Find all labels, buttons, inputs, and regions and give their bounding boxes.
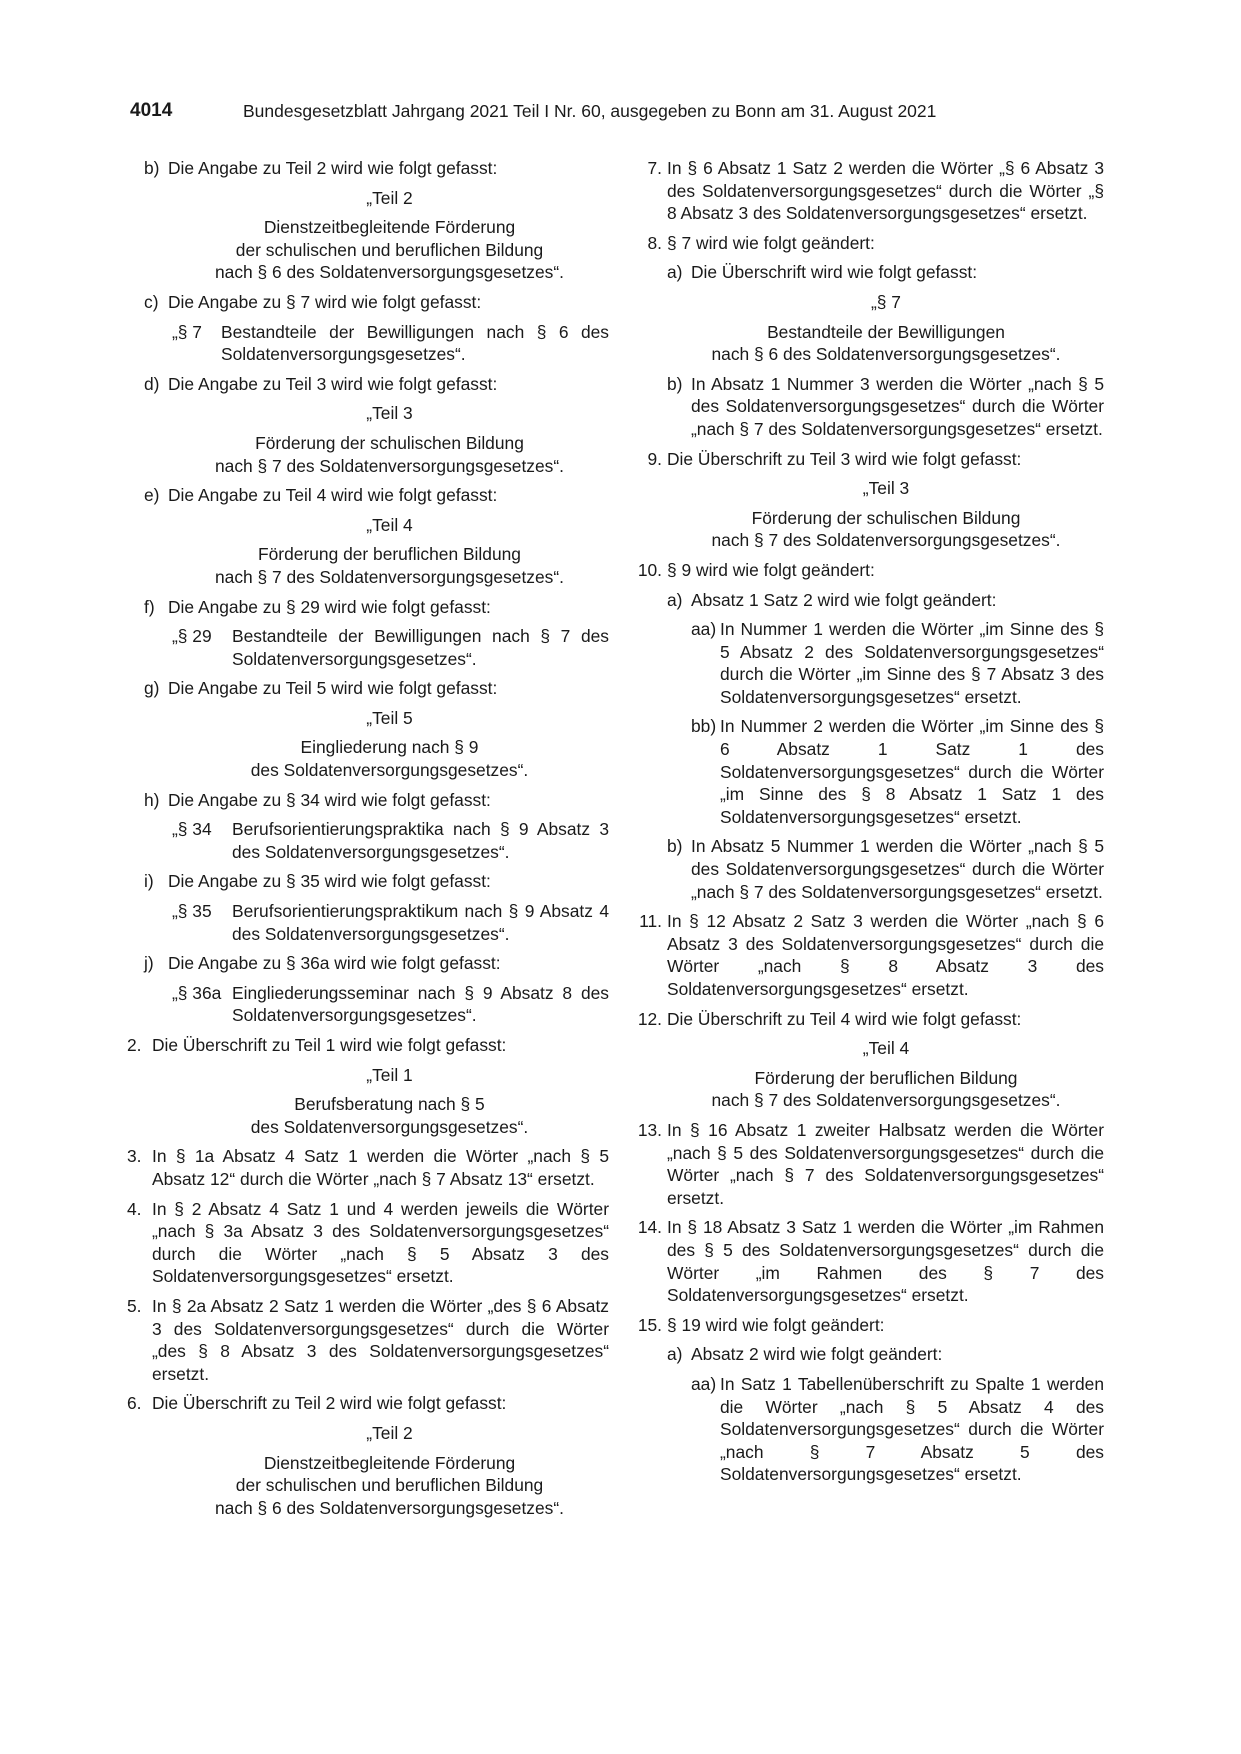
heading-line: des Soldatenversorgungsgesetzes“. bbox=[250, 1116, 529, 1137]
item-text: Die Überschrift zu Teil 3 wird wie folgt gefasst: bbox=[667, 448, 1022, 469]
item-label: j) bbox=[144, 953, 154, 974]
heading-block bbox=[140, 1064, 609, 1087]
toc-section-title: Bestandteile der Bewilligungen nach § 6 des Soldatenversorgungsgesetzes“. bbox=[221, 321, 609, 365]
left-column bbox=[127, 157, 609, 1519]
item-10a bbox=[634, 589, 1104, 612]
item-10b bbox=[634, 835, 1104, 903]
page-number: 4014 bbox=[130, 100, 173, 121]
toc-entry bbox=[140, 818, 609, 863]
item-text: Die Angabe zu Teil 3 wird wie folgt gefasst: bbox=[168, 373, 498, 394]
item-10a-aa bbox=[634, 618, 1104, 708]
item-label: d) bbox=[144, 373, 160, 394]
heading-line: Förderung der schulischen Bildung bbox=[255, 432, 524, 453]
heading-line: „Teil 2 bbox=[366, 1422, 413, 1443]
heading-line: nach § 6 des Soldatenversorgungsgesetzes“. bbox=[214, 262, 564, 283]
heading-line: „Teil 4 bbox=[366, 514, 413, 535]
item-label: b) bbox=[144, 158, 160, 178]
heading-line: „Teil 1 bbox=[366, 1064, 413, 1085]
heading-block bbox=[634, 507, 1104, 552]
item-text: In § 2 Absatz 4 Satz 1 und 4 werden jeweils die Wörter „nach § 3a Absatz 3 des Soldatenversorgungsgesetzes“ durch die Wörter „nach § 5 Absatz 3 des Soldatenversorgungsgesetzes“ ersetzt. bbox=[152, 1198, 609, 1287]
heading-block bbox=[634, 291, 1104, 314]
item-label: a) bbox=[667, 589, 683, 610]
item-text: Die Angabe zu Teil 4 wird wie folgt gefasst: bbox=[168, 485, 498, 506]
heading-line: der schulischen und beruflichen Bildung bbox=[235, 239, 544, 260]
item-text: Die Angabe zu Teil 2 wird wie folgt gefasst: bbox=[168, 158, 498, 178]
amendment-e bbox=[140, 484, 609, 507]
heading-line: Förderung der schulischen Bildung bbox=[751, 507, 1021, 528]
heading-line: Förderung der beruflichen Bildung bbox=[754, 1067, 1018, 1088]
item-text: In § 6 Absatz 1 Satz 2 werden die Wörter „§ 6 Absatz 3 des Soldatenversorgungsgesetzes“ durch die Wörter „§ 8 Absatz 3 des Soldatenversorgungsgesetzes“ ersetzt. bbox=[667, 158, 1104, 224]
heading-line: „Teil 3 bbox=[862, 478, 910, 499]
heading-block bbox=[140, 187, 609, 210]
amendment-b bbox=[140, 157, 609, 180]
toc-section-label: „§ 36a bbox=[172, 982, 222, 1003]
item-text: In Nummer 1 werden die Wörter „im Sinne des § 5 Absatz 2 des Soldatenversorgungsgesetzes“ durch die Wörter „im Sinne des § 7 Absatz 3 des Soldatenversorgungsgesetzes“ ersetzt. bbox=[720, 619, 1104, 707]
item-label: aa) bbox=[691, 1373, 717, 1394]
toc-section-title: Eingliederungsseminar nach § 9 Absatz 8 des Soldatenversorgungsgesetzes“. bbox=[232, 982, 609, 1026]
item-7 bbox=[634, 157, 1104, 225]
heading-block bbox=[634, 477, 1104, 500]
amendment-f bbox=[140, 596, 609, 619]
item-text: In § 18 Absatz 3 Satz 1 werden die Wörter „im Rahmen des § 5 des Soldatenversorgungsgesetzes“ durch die Wörter „im Rahmen des § 7 des Soldatenversorgungsgesetzes“ ersetzt. bbox=[667, 1217, 1104, 1306]
item-label: bb) bbox=[691, 716, 717, 737]
heading-block bbox=[634, 1037, 1104, 1060]
heading-block bbox=[140, 1422, 609, 1445]
item-text: In Absatz 5 Nummer 1 werden die Wörter „nach § 5 des Soldatenversorgungsgesetzes“ durch die Wörter „nach § 7 des Soldatenversorgungsgesetzes“ ersetzt. bbox=[691, 836, 1104, 902]
item-label: 5. bbox=[127, 1295, 142, 1316]
item-label: b) bbox=[667, 836, 683, 857]
item-label: 9. bbox=[647, 448, 662, 469]
amendment-h bbox=[140, 789, 609, 812]
item-label: e) bbox=[144, 485, 160, 506]
heading-block bbox=[140, 1452, 609, 1520]
item-text: § 7 wird wie folgt geändert: bbox=[667, 232, 875, 253]
item-8a bbox=[634, 261, 1104, 284]
item-2 bbox=[127, 1034, 609, 1057]
heading-line: Dienstzeitbegleitende Förderung bbox=[263, 217, 516, 238]
item-label: f) bbox=[144, 596, 155, 617]
toc-section-label: „§ 35 bbox=[172, 901, 212, 922]
heading-block bbox=[140, 402, 609, 425]
item-text: Absatz 2 wird wie folgt geändert: bbox=[691, 1344, 943, 1365]
heading-line: „Teil 5 bbox=[366, 707, 413, 728]
item-label: 13. bbox=[637, 1119, 662, 1140]
item-label: 4. bbox=[127, 1198, 142, 1219]
heading-line: Förderung der beruflichen Bildung bbox=[258, 544, 521, 565]
heading-block bbox=[140, 432, 609, 477]
item-12 bbox=[634, 1008, 1104, 1031]
amendment-i bbox=[140, 870, 609, 893]
amendment-d bbox=[140, 373, 609, 396]
gazette-title: Bundesgesetzblatt Jahrgang 2021 Teil I Nr. 60, ausgegeben zu Bonn am 31. August 2021 bbox=[243, 101, 937, 121]
toc-entry bbox=[140, 625, 609, 670]
toc-entry bbox=[140, 321, 609, 366]
item-10a-bb bbox=[634, 715, 1104, 828]
heading-line: Bestandteile der Bewilligungen bbox=[767, 321, 1005, 342]
heading-line: Eingliederung nach § 9 bbox=[300, 737, 479, 758]
toc-entry bbox=[140, 982, 609, 1027]
item-10 bbox=[634, 559, 1104, 582]
item-8b bbox=[634, 373, 1104, 441]
item-15a-aa bbox=[634, 1373, 1104, 1486]
item-text: § 19 wird wie folgt geändert: bbox=[667, 1314, 885, 1335]
toc-section-label: „§ 34 bbox=[172, 819, 212, 840]
item-label: c) bbox=[144, 291, 159, 312]
heading-line: nach § 7 des Soldatenversorgungsgesetzes“. bbox=[214, 566, 564, 587]
item-label: 15. bbox=[637, 1314, 662, 1335]
heading-block bbox=[634, 1067, 1104, 1112]
amendment-j bbox=[140, 952, 609, 975]
heading-block bbox=[140, 736, 609, 781]
item-13 bbox=[634, 1119, 1104, 1209]
item-text: In § 16 Absatz 1 zweiter Halbsatz werden die Wörter „nach § 5 des Soldatenversorgungsgesetzes“ durch die Wörter „nach § 7 des Soldatenversorgungsgesetzes“ ersetzt. bbox=[667, 1119, 1104, 1208]
item-text: In Satz 1 Tabellenüberschrift zu Spalte 1 werden die Wörter „nach § 5 Absatz 4 des Soldatenversorgungsgesetzes“ durch die Wörter „nach § 7 Absatz 5 des Soldatenversorgungsgesetzes“ ersetzt. bbox=[720, 1373, 1104, 1485]
item-text: § 9 wird wie folgt geändert: bbox=[667, 559, 875, 580]
heading-block bbox=[140, 707, 609, 730]
item-label: h) bbox=[144, 789, 160, 810]
amendment-c bbox=[140, 291, 609, 314]
item-text: Die Angabe zu § 34 wird wie folgt gefasst: bbox=[168, 789, 491, 810]
item-label: 3. bbox=[127, 1146, 142, 1167]
item-4 bbox=[127, 1198, 609, 1288]
item-8 bbox=[634, 232, 1104, 255]
heading-line: nach § 6 des Soldatenversorgungsgesetzes“. bbox=[711, 344, 1061, 365]
item-14 bbox=[634, 1216, 1104, 1306]
heading-line: Berufsberatung nach § 5 bbox=[294, 1094, 485, 1115]
toc-section-title: Bestandteile der Bewilligungen nach § 7 des Soldatenversorgungsgesetzes“. bbox=[232, 626, 609, 669]
heading-line: nach § 7 des Soldatenversorgungsgesetzes“. bbox=[711, 1090, 1061, 1111]
item-label: 8. bbox=[647, 232, 662, 253]
heading-block bbox=[140, 543, 609, 588]
item-text: Die Angabe zu § 7 wird wie folgt gefasst: bbox=[168, 291, 482, 312]
item-text: Die Überschrift zu Teil 2 wird wie folgt gefasst: bbox=[152, 1393, 507, 1414]
item-label: 14. bbox=[637, 1217, 662, 1238]
heading-block bbox=[140, 1093, 609, 1138]
item-6 bbox=[127, 1392, 609, 1415]
heading-line: nach § 7 des Soldatenversorgungsgesetzes“. bbox=[214, 455, 564, 476]
heading-line: nach § 7 des Soldatenversorgungsgesetzes“. bbox=[711, 530, 1061, 551]
item-label: a) bbox=[667, 1344, 683, 1365]
item-3 bbox=[127, 1145, 609, 1190]
item-text: In Nummer 2 werden die Wörter „im Sinne des § 6 Absatz 1 Satz 1 des Soldatenversorgungsgesetzes“ durch die Wörter „im Sinne des § 8 Absatz 1 Satz 1 des Soldatenversorgungsgesetzes“ ersetzt. bbox=[720, 716, 1104, 827]
item-text: In § 2a Absatz 2 Satz 1 werden die Wörter „des § 6 Absatz 3 des Soldatenversorgungsgesetzes“ durch die Wörter „des § 8 Absatz 3 des Soldatenversorgungsgesetzes“ ersetzt. bbox=[152, 1295, 609, 1384]
heading-line: der schulischen und beruflichen Bildung bbox=[235, 1475, 544, 1496]
amendment-g bbox=[140, 677, 609, 700]
heading-line: „Teil 3 bbox=[366, 403, 413, 424]
item-label: 6. bbox=[127, 1393, 142, 1414]
item-text: In Absatz 1 Nummer 3 werden die Wörter „nach § 5 des Soldatenversorgungsgesetzes“ durch die Wörter „nach § 7 des Soldatenversorgungsgesetzes“ ersetzt. bbox=[691, 373, 1104, 439]
item-text: Die Überschrift zu Teil 1 wird wie folgt gefasst: bbox=[152, 1035, 507, 1055]
item-label: 10. bbox=[637, 559, 662, 580]
heading-block bbox=[634, 321, 1104, 366]
item-text: Die Angabe zu Teil 5 wird wie folgt gefasst: bbox=[168, 678, 498, 699]
toc-entry bbox=[140, 900, 609, 945]
heading-line: nach § 6 des Soldatenversorgungsgesetzes“. bbox=[214, 1497, 564, 1518]
item-label: b) bbox=[667, 373, 683, 394]
heading-line: „Teil 2 bbox=[366, 187, 413, 208]
item-label: aa) bbox=[691, 619, 717, 640]
right-column bbox=[634, 157, 1104, 1486]
page-header bbox=[130, 100, 1030, 126]
item-label: 7. bbox=[647, 158, 662, 178]
toc-section-title: Berufsorientierungspraktika nach § 9 Absatz 3 des Soldatenversorgungsgesetzes“. bbox=[232, 819, 609, 862]
item-label: 2. bbox=[127, 1035, 142, 1055]
heading-line: „Teil 4 bbox=[862, 1038, 910, 1059]
toc-section-label: „§ 29 bbox=[172, 626, 212, 647]
item-label: a) bbox=[667, 262, 683, 283]
item-text: In § 12 Absatz 2 Satz 3 werden die Wörter „nach § 6 Absatz 3 des Soldatenversorgungsgesetzes“ durch die Wörter „nach § 8 Absatz 3 des Soldatenversorgungsgesetzes“ ersetzt. bbox=[667, 911, 1104, 999]
item-15a bbox=[634, 1343, 1104, 1366]
item-11 bbox=[634, 910, 1104, 1000]
item-text: Die Angabe zu § 35 wird wie folgt gefasst: bbox=[168, 871, 491, 892]
heading-line: „§ 7 bbox=[871, 291, 901, 312]
item-9 bbox=[634, 448, 1104, 471]
item-label: 12. bbox=[637, 1008, 662, 1029]
item-text: Die Überschrift wird wie folgt gefasst: bbox=[691, 262, 978, 283]
toc-section-title: Berufsorientierungspraktikum nach § 9 Absatz 4 des Soldatenversorgungsgesetzes“. bbox=[232, 901, 609, 944]
item-5 bbox=[127, 1295, 609, 1385]
toc-section-label: „§ 7 bbox=[172, 321, 202, 342]
item-15 bbox=[634, 1314, 1104, 1337]
item-label: i) bbox=[144, 871, 154, 892]
item-label: g) bbox=[144, 678, 160, 699]
item-text: Absatz 1 Satz 2 wird wie folgt geändert: bbox=[691, 589, 997, 610]
heading-line: des Soldatenversorgungsgesetzes“. bbox=[250, 760, 529, 781]
heading-block bbox=[140, 216, 609, 284]
item-text: Die Angabe zu § 36a wird wie folgt gefasst: bbox=[168, 953, 501, 974]
heading-block bbox=[140, 514, 609, 537]
item-text: Die Überschrift zu Teil 4 wird wie folgt gefasst: bbox=[667, 1008, 1022, 1029]
item-text: Die Angabe zu § 29 wird wie folgt gefasst: bbox=[168, 596, 491, 617]
item-label: 11. bbox=[639, 911, 662, 932]
item-text: In § 1a Absatz 4 Satz 1 werden die Wörter „nach § 5 Absatz 12“ durch die Wörter „nach § 7 Absatz 13“ ersetzt. bbox=[152, 1146, 609, 1189]
heading-line: Dienstzeitbegleitende Förderung bbox=[263, 1452, 516, 1473]
